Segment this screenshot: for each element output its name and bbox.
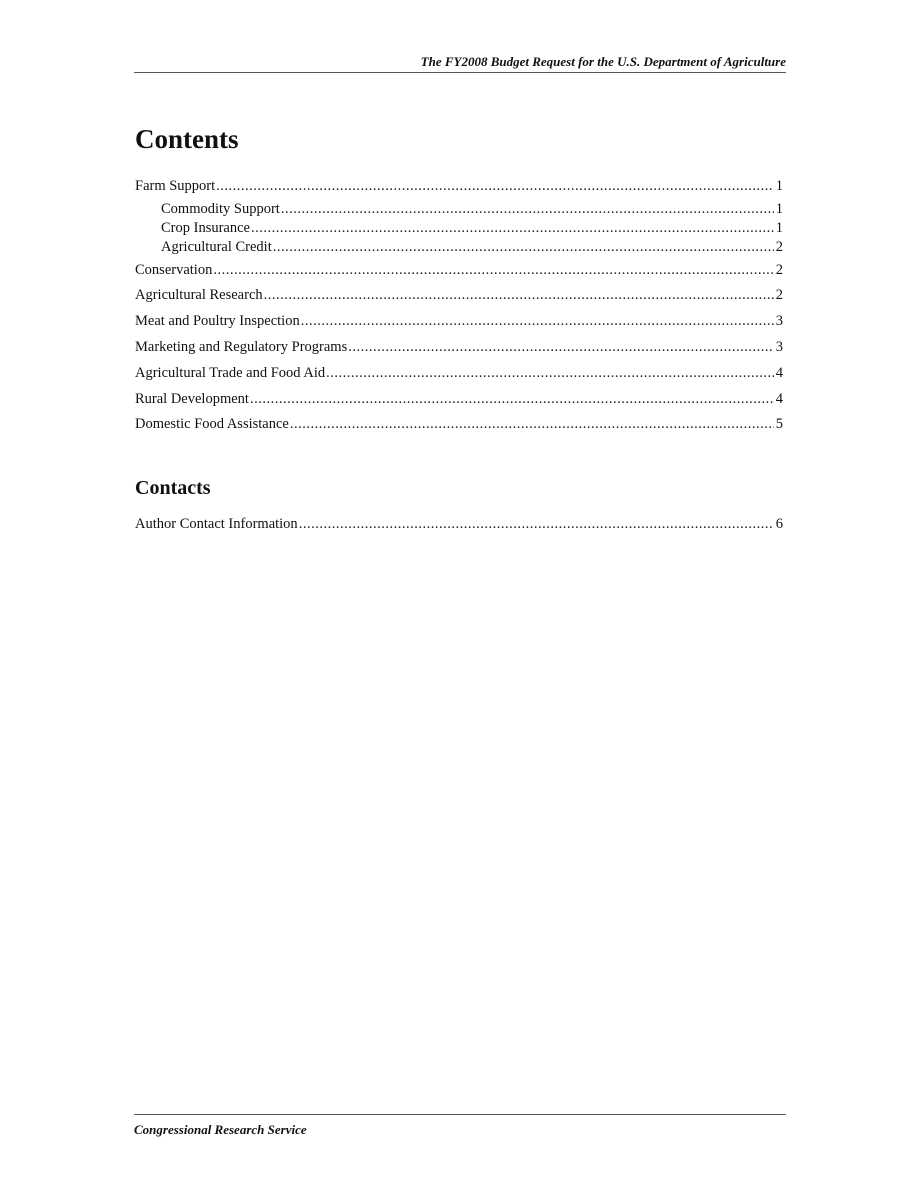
toc-entry-agricultural-research[interactable] xyxy=(135,285,783,305)
toc-entry-label: Marketing and Regulatory Programs xyxy=(135,339,348,355)
toc-entry-agricultural-credit[interactable] xyxy=(161,237,783,257)
toc-entry-label: Farm Support xyxy=(135,178,216,194)
toc-entry-agricultural-trade-and-food-aid[interactable] xyxy=(135,363,783,383)
dot-leader xyxy=(326,363,774,383)
dot-leader xyxy=(348,337,774,357)
toc-entry-label: Agricultural Credit xyxy=(161,239,272,255)
toc-entry-page: 1 xyxy=(775,220,783,236)
toc-entry-crop-insurance[interactable] xyxy=(161,218,783,238)
toc-entry-page: 2 xyxy=(775,287,783,303)
toc-entry-label: Domestic Food Assistance xyxy=(135,416,289,432)
dot-leader xyxy=(301,311,774,331)
toc-entry-page: 4 xyxy=(775,365,783,381)
toc-entry-page: 3 xyxy=(775,339,783,355)
toc-entry-page: 5 xyxy=(775,416,783,432)
contacts-title: Contacts xyxy=(135,477,211,499)
toc-entry-rural-development[interactable] xyxy=(135,389,783,409)
toc-entry-label: Crop Insurance xyxy=(161,220,250,236)
toc-entry-label: Rural Development xyxy=(135,391,249,407)
toc-entry-marketing-and-regulatory-programs[interactable] xyxy=(135,337,783,357)
dot-leader xyxy=(213,260,774,280)
toc-entry-page: 2 xyxy=(775,239,783,255)
dot-leader xyxy=(264,285,774,305)
toc-entry-page: 2 xyxy=(775,262,783,278)
dot-leader xyxy=(250,389,774,409)
toc-entry-page: 3 xyxy=(775,313,783,329)
toc-entry-label: Commodity Support xyxy=(161,201,280,217)
toc-entry-domestic-food-assistance[interactable] xyxy=(135,414,783,434)
toc-entry-label: Meat and Poultry Inspection xyxy=(135,313,300,329)
running-header-title: The FY2008 Budget Request for the U.S. Department of Agriculture xyxy=(420,54,786,69)
toc-entry-page: 4 xyxy=(775,391,783,407)
dot-leader xyxy=(216,176,774,196)
dot-leader xyxy=(281,199,774,219)
running-footer xyxy=(134,1114,786,1139)
dot-leader xyxy=(251,218,774,238)
toc-entry-page: 1 xyxy=(775,178,783,194)
toc-entry-label: Conservation xyxy=(135,262,213,278)
toc-entry-label: Agricultural Trade and Food Aid xyxy=(135,365,326,381)
toc-entry-author-contact-information[interactable] xyxy=(135,514,783,534)
dot-leader xyxy=(290,414,774,434)
dot-leader xyxy=(273,237,774,257)
toc-entry-label: Author Contact Information xyxy=(135,516,298,532)
toc-entry-page: 6 xyxy=(775,516,783,532)
toc-entry-meat-and-poultry-inspection[interactable] xyxy=(135,311,783,331)
toc-entry-label: Agricultural Research xyxy=(135,287,263,303)
running-header xyxy=(134,52,786,73)
toc-entry-commodity-support[interactable] xyxy=(161,199,783,219)
toc-entry-farm-support[interactable] xyxy=(135,176,783,196)
contents-title: Contents xyxy=(135,124,239,154)
toc-entry-conservation[interactable] xyxy=(135,260,783,280)
footer-publisher: Congressional Research Service xyxy=(134,1122,307,1137)
dot-leader xyxy=(299,514,774,534)
toc-entry-page: 1 xyxy=(775,201,783,217)
